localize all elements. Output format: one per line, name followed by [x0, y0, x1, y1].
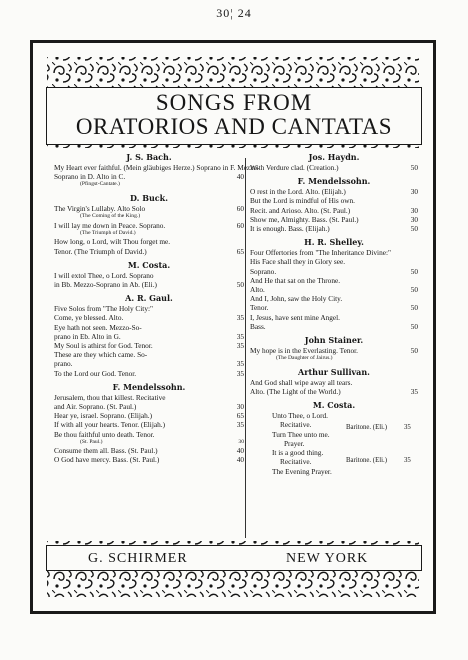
- list-item: [250, 163, 418, 172]
- song-title: And God shall wipe away all tears.: [250, 377, 353, 387]
- price: 60: [236, 203, 244, 213]
- voice-label: Baritone. (Eli.): [346, 457, 387, 465]
- list-item: Recitative.: [280, 420, 312, 430]
- list-item: [54, 341, 244, 350]
- song-title: prano in Eb. Alto in G.: [54, 331, 121, 341]
- song-title: Bass.: [250, 321, 266, 331]
- song-title: Hear ye, israel. Soprano. (Elijah.): [54, 411, 153, 421]
- composer-heading: D. Buck.: [130, 192, 168, 203]
- song-title: Be thou faithful unto death. Tenor.: [54, 429, 155, 439]
- work-title-text: (St. Paul.): [80, 438, 103, 445]
- publisher-name: G. SCHIRMER: [88, 551, 188, 566]
- list-item: [54, 271, 244, 280]
- work-title: [54, 181, 244, 189]
- song-title: in Bb. Mezzo-Soprano in Ab. (Eli.): [54, 279, 157, 289]
- song-title: And He that sat on the Throne.: [250, 275, 341, 285]
- song-title: Jerusalem, thou that killest. Recitative: [54, 392, 166, 402]
- song-title: Show me, Almighty. Bass. (St. Paul.): [250, 214, 359, 224]
- list-item: [54, 221, 244, 230]
- price: 65: [236, 411, 244, 421]
- song-title: Five Solos from "The Holy City:": [54, 304, 153, 314]
- song-title: But the Lord is mindful of His own.: [250, 196, 355, 206]
- price: 35: [236, 331, 244, 341]
- price: 40: [236, 446, 244, 456]
- list-item: [54, 323, 244, 332]
- price: 50: [410, 163, 418, 172]
- list-item: [250, 378, 418, 387]
- work-title: [54, 213, 244, 221]
- publisher-city: NEW YORK: [286, 551, 369, 566]
- list-item: [54, 280, 244, 289]
- list-item: [54, 247, 244, 256]
- composer-heading: M. Costa.: [127, 259, 171, 270]
- list-item: [54, 369, 244, 378]
- costa-group-2: [250, 448, 418, 476]
- song-title: If with all your hearts. Tenor. (Elijah.): [54, 420, 166, 430]
- list-item: Recitative.: [280, 457, 312, 467]
- price: 65: [236, 246, 244, 256]
- price: 35: [404, 457, 411, 465]
- title-line-2: ORATORIOS AND CANTATAS: [75, 114, 393, 139]
- song-title: Tenor.: [250, 303, 269, 313]
- song-title: Consume them all. Bass. (St. Paul.): [54, 446, 158, 456]
- list-item: Prayer.: [284, 438, 305, 448]
- list-item: [54, 163, 260, 172]
- composer-heading: Jos. Haydn.: [308, 152, 360, 162]
- price: 50: [410, 303, 418, 313]
- price: 35: [236, 313, 244, 323]
- list-item: [54, 430, 244, 439]
- work-title-text: (Pfingst-Cantate.): [80, 181, 120, 188]
- column-divider: [245, 158, 246, 538]
- list-item: [250, 248, 418, 257]
- list-item: [54, 313, 244, 322]
- price: 50: [236, 279, 244, 289]
- composer-heading: F. Mendelssohn.: [112, 381, 186, 392]
- list-item: [250, 285, 418, 294]
- price: 50: [410, 224, 418, 234]
- price: 30: [236, 401, 244, 411]
- list-item: [54, 304, 244, 313]
- list-item: [54, 237, 244, 246]
- list-item: [54, 204, 244, 213]
- composer-heading: J. S. Bach.: [126, 152, 172, 162]
- list-item: The Evening Prayer.: [272, 466, 332, 476]
- song-title: I, Jesus, have sent mine Angel.: [250, 312, 340, 322]
- left-column: [54, 148, 260, 465]
- list-item: [250, 224, 418, 233]
- work-title: [250, 355, 418, 363]
- song-title: O God have mercy. Bass. (St. Paul.): [54, 455, 160, 465]
- composer-heading: A. R. Gaul.: [125, 293, 173, 304]
- song-title: Soprano.: [250, 266, 277, 276]
- price: 30: [410, 214, 418, 224]
- song-title: Soprano in D. Alto in C.: [54, 172, 126, 182]
- song-title: prano.: [54, 359, 73, 369]
- song-catalog: [46, 148, 422, 541]
- list-item: [250, 267, 418, 276]
- list-item: [250, 313, 418, 322]
- list-item: [54, 359, 244, 368]
- price: 40: [236, 455, 244, 465]
- price: 35: [236, 340, 244, 350]
- song-title: and Air. Soprano. (St. Paul.): [54, 401, 137, 411]
- title-line-1: SONGS FROM: [155, 90, 313, 115]
- price: 40: [236, 172, 244, 182]
- list-item: [250, 303, 418, 312]
- composer-heading: M. Costa.: [312, 400, 356, 411]
- work-title: [54, 230, 244, 238]
- price: 50: [410, 266, 418, 276]
- work-title: [54, 439, 244, 447]
- price: 30: [238, 438, 244, 445]
- list-item: [250, 276, 418, 285]
- list-item: Turn Thee unto me.: [272, 429, 330, 439]
- list-item: [54, 455, 244, 464]
- song-title: These are they which came. So-: [54, 350, 148, 360]
- price: 30: [410, 205, 418, 215]
- song-title: Tenor. (The Triumph of David.): [54, 246, 147, 256]
- price: 50: [410, 321, 418, 331]
- price: 50: [410, 346, 418, 356]
- song-title: And I, John, saw the Holy City.: [250, 294, 343, 304]
- list-item: [250, 322, 418, 331]
- list-item: [250, 346, 418, 355]
- list-item: It is a good thing.: [272, 448, 324, 458]
- work-title-text: (The Coming of the King.): [80, 213, 141, 220]
- song-title: Eye hath not seen. Mezzo-So-: [54, 322, 142, 332]
- song-title: Come, ye blessed. Alto.: [54, 313, 124, 323]
- list-item: [54, 420, 244, 429]
- price: 35: [236, 420, 244, 430]
- song-title: My Heart ever faithful. (Mein gläubiges Herze.) Soprano in F. Mezzo-: [54, 163, 260, 172]
- song-title: To the Lord our God. Tenor.: [54, 368, 137, 378]
- list-item: [54, 446, 244, 455]
- song-title: I will lay me down in Peace. Soprano.: [54, 220, 166, 230]
- song-title: My Soul is athirst for God. Tenor.: [54, 340, 153, 350]
- voice-label: Baritone. (Eli.): [346, 424, 387, 432]
- right-column: [250, 148, 418, 476]
- list-item: [54, 332, 244, 341]
- price: 35: [236, 368, 244, 378]
- list-item: [54, 402, 244, 411]
- song-title: O rest in the Lord. Alto. (Elijah.): [250, 187, 346, 197]
- list-item: [54, 411, 244, 420]
- price: 60: [236, 220, 244, 230]
- song-title: Four Offertories from "The Inheritance Divine:": [250, 248, 391, 258]
- page-number: 30¦ 24: [216, 6, 252, 20]
- work-title-text: (The Daughter of Jairus.): [276, 355, 333, 362]
- list-item: [250, 294, 418, 303]
- list-item: [54, 350, 244, 359]
- work-title-text: (The Triumph of David.): [80, 229, 136, 236]
- list-item: [54, 393, 244, 402]
- song-title: I will extol Thee, o Lord. Soprano: [54, 270, 154, 280]
- price: 35: [236, 359, 244, 369]
- composer-heading: Arthur Sullivan.: [298, 366, 370, 377]
- list-item: [250, 196, 418, 205]
- list-item: [250, 187, 418, 196]
- song-title: Recit. and Arioso. Alto. (St. Paul.): [250, 205, 351, 215]
- list-item: [250, 206, 418, 215]
- composer-heading: John Stainer.: [304, 335, 364, 346]
- price: 35: [410, 386, 418, 396]
- song-title: The Virgin's Lullaby. Alto Solo: [54, 203, 146, 213]
- song-title: How long, o Lord, wilt Thou forget me.: [54, 237, 171, 247]
- song-title: My hope is in the Everlasting. Tenor.: [250, 346, 358, 356]
- song-title: It is enough. Bass. (Elijah.): [250, 224, 330, 234]
- price: 35: [404, 424, 411, 432]
- list-item: [250, 257, 418, 266]
- song-title: With Verdure clad. (Creation.): [250, 163, 339, 172]
- price: 30: [410, 187, 418, 197]
- song-title: His Face shall they in Glory see.: [250, 257, 346, 267]
- price: 50: [410, 285, 418, 295]
- song-title: Alto.: [250, 285, 265, 295]
- list-item: Unto Thee, o Lord.: [272, 411, 328, 421]
- list-item: [250, 215, 418, 224]
- composer-heading: H. R. Shelley.: [304, 237, 364, 248]
- list-item: [250, 387, 418, 396]
- costa-group-1: [250, 411, 418, 448]
- composer-heading: F. Mendelssohn.: [297, 176, 371, 187]
- song-title: Alto. (The Light of the World.): [250, 386, 341, 396]
